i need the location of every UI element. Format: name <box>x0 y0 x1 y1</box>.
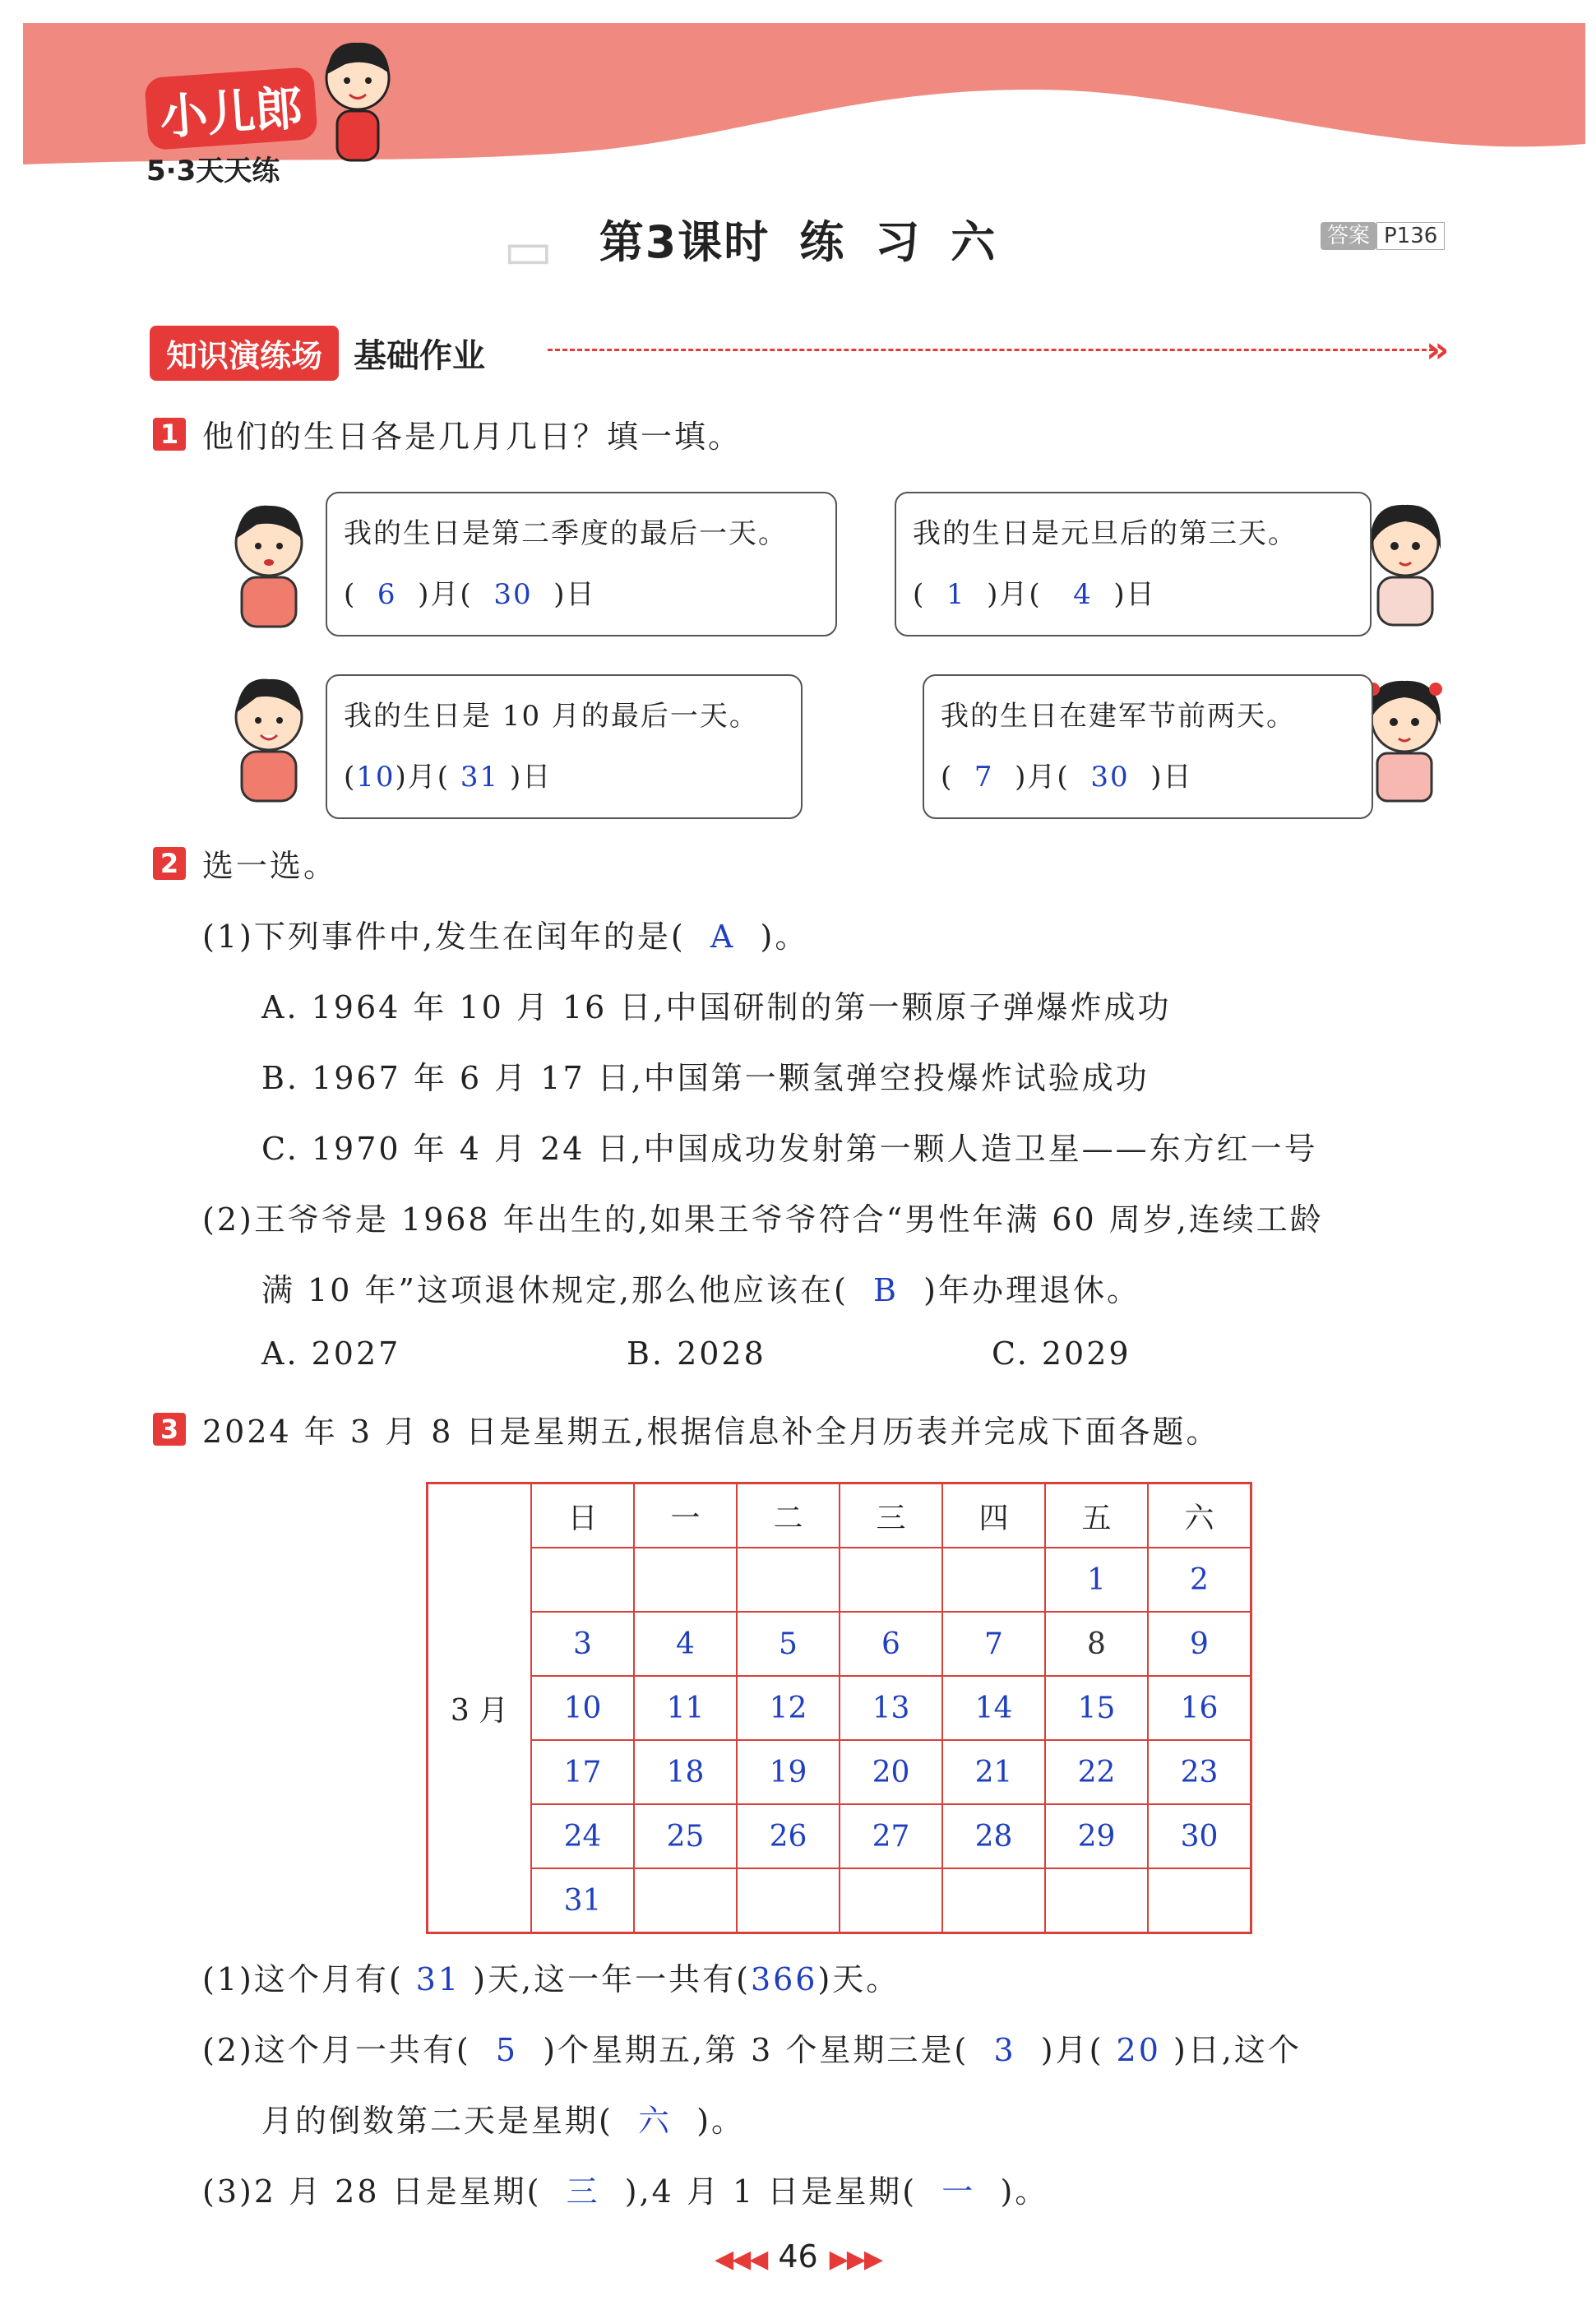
calendar-day: 7 <box>942 1612 1045 1676</box>
page-footer <box>0 2238 1596 2275</box>
weekday-mon: 一 <box>634 1483 737 1548</box>
bubble-text: 我的生日是元旦后的第三天。 <box>913 517 1298 550</box>
q3-part2-c: )月( <box>1040 2032 1104 2068</box>
calendar-week <box>428 1804 1251 1868</box>
bubble-text: 我的生日在建军节前两天。 <box>941 700 1296 733</box>
calendar-day: 23 <box>1148 1740 1251 1804</box>
calendar-day <box>531 1548 634 1612</box>
q2-part1-answer: A <box>710 919 736 955</box>
answer-month: 6 <box>377 578 397 611</box>
q3-part3-answer1: 三 <box>566 2173 600 2210</box>
calendar-day <box>942 1868 1045 1933</box>
bubble-text: 我的生日是第二季度的最后一天。 <box>344 517 788 550</box>
calendar-header-row <box>428 1483 1251 1548</box>
bubble-answer-row: ( 1 )月( 4 )日 <box>913 578 1156 611</box>
bubble-answer-row: ( 7 )月( 30 )日 <box>941 761 1193 794</box>
day-label: 日 <box>1163 761 1193 794</box>
calendar-week <box>428 1868 1251 1933</box>
q3-part1-c: )天。 <box>817 1961 900 1997</box>
question-number-2: 2 <box>153 847 186 880</box>
q3-part1-a: (1)这个月有( <box>202 1961 404 1997</box>
weekday-thu: 四 <box>942 1483 1045 1548</box>
calendar-day: 12 <box>737 1676 840 1740</box>
q3-part2-answer4: 六 <box>638 2103 673 2139</box>
q3-part3 <box>202 2166 1048 2211</box>
calendar-day: 25 <box>634 1804 737 1868</box>
answer-day: 30 <box>1090 761 1130 794</box>
answer-month: 1 <box>946 578 966 611</box>
brand-subtitle: 5·3天天练 <box>146 155 280 187</box>
calendar-day <box>840 1868 942 1933</box>
q3-part1-answer1: 31 <box>415 1961 461 1997</box>
calendar-day <box>1045 1868 1148 1933</box>
answer-page: P136 <box>1376 222 1445 250</box>
q3-part1-answer2: 366 <box>750 1961 818 1997</box>
weekday-fri: 五 <box>1045 1483 1148 1548</box>
calendar-day: 19 <box>737 1740 840 1804</box>
q2-option-c: C. 1970 年 4 月 24 日,中国成功发射第一颗人造卫星——东方红一号 <box>261 1131 1318 1167</box>
q2-choice-c: C. 2029 <box>992 1335 1131 1372</box>
calendar-day <box>737 1548 840 1612</box>
calendar-day: 20 <box>840 1740 942 1804</box>
brand-logo <box>146 72 316 188</box>
calendar-week <box>428 1676 1251 1740</box>
answer-day: 31 <box>460 761 500 794</box>
q2-part2-text: 满 10 年”这项退休规定,那么他应该在( <box>261 1272 849 1308</box>
section-divider <box>548 349 1434 351</box>
weekday-sun: 日 <box>531 1483 634 1548</box>
lesson-word-2: 习 <box>875 216 922 268</box>
q3-part2-answer2: 3 <box>993 2032 1016 2068</box>
answer-month: 7 <box>974 761 994 794</box>
section-subtitle: 基础作业 <box>354 336 486 375</box>
weekday-sat: 六 <box>1148 1483 1251 1548</box>
answer-day: 4 <box>1073 578 1093 611</box>
calendar-day: 21 <box>942 1740 1045 1804</box>
q2-part1 <box>202 911 808 956</box>
q2-part2-line1: (2)王爷爷是 1968 年出生的,如果王爷爷符合“男性年满 60 周岁,连续工龄 <box>202 1201 1324 1238</box>
calendar-day: 1 <box>1045 1548 1148 1612</box>
month-label: 月 <box>407 761 437 794</box>
calendar-day: 31 <box>531 1868 634 1933</box>
mascot-icon <box>321 33 395 173</box>
speech-bubble <box>923 674 1373 819</box>
calendar-day: 22 <box>1045 1740 1148 1804</box>
bubble-answer-row: (10)月( 31 )日 <box>344 761 553 794</box>
calendar-day <box>634 1868 737 1933</box>
q3-part2-b: )个星期五,第 3 个星期三是( <box>543 2032 969 2068</box>
q3-part3-answer2: 一 <box>941 2173 976 2210</box>
calendar-day: 5 <box>737 1612 840 1676</box>
q3-part1-b: )天,这一年一共有( <box>473 1961 751 1997</box>
calendar-day: 10 <box>531 1676 634 1740</box>
q3-part3-c: )。 <box>1000 2173 1049 2210</box>
day-label: 日 <box>1126 578 1156 611</box>
calendar-day <box>840 1548 942 1612</box>
calendar-month-label: 3 月 <box>428 1483 532 1933</box>
girl-avatar-icon <box>1358 492 1453 632</box>
watermark-mark: ▭ <box>503 220 553 281</box>
q2-part2-close: )年办理退休。 <box>923 1272 1140 1308</box>
q3-part2-e: 月的倒数第二天是星期( <box>261 2103 613 2139</box>
calendar-day: 30 <box>1148 1804 1251 1868</box>
q3-part2-line1 <box>202 2025 1302 2070</box>
speech-bubble <box>895 492 1372 636</box>
calendar-day: 4 <box>634 1612 737 1676</box>
q3-part3-a: (3)2 月 28 日是星期( <box>202 2173 542 2210</box>
lesson-number: 第3课时 <box>599 216 770 268</box>
calendar-day: 27 <box>840 1804 942 1868</box>
q2-part1-text: (1)下列事件中,发生在闰年的是( <box>202 919 686 955</box>
bubble-answer-row: ( 6 )月( 30 )日 <box>344 578 596 611</box>
calendar-day: 9 <box>1148 1612 1251 1676</box>
brand-name: 小儿郎 <box>144 67 318 150</box>
q3-part1 <box>202 1954 900 1999</box>
q3-part2-answer1: 5 <box>495 2032 519 2068</box>
boy-avatar-icon <box>224 493 314 633</box>
calendar-day: 13 <box>840 1676 942 1740</box>
q2-option-b: B. 1967 年 6 月 17 日,中国第一颗氢弹空投爆炸试验成功 <box>261 1060 1150 1096</box>
q3-prompt: 2024 年 3 月 8 日是星期五,根据信息补全月历表并完成下面各题。 <box>202 1414 1220 1450</box>
calendar-day: 28 <box>942 1804 1045 1868</box>
calendar-day: 11 <box>634 1676 737 1740</box>
calendar-day: 24 <box>531 1804 634 1868</box>
q2-choice-b: B. 2028 <box>627 1335 766 1372</box>
day-label: 日 <box>566 578 596 611</box>
calendar-day: 15 <box>1045 1676 1148 1740</box>
weekday-tue: 二 <box>737 1483 840 1548</box>
question-number-3: 3 <box>153 1413 186 1446</box>
page-number: 46 <box>778 2238 818 2275</box>
calendar-day: 2 <box>1148 1548 1251 1612</box>
month-label: 月 <box>430 578 460 611</box>
triangle-right-icon: ▶▶▶ <box>829 2245 881 2274</box>
boy-avatar-icon <box>224 668 314 808</box>
q2-prompt: 选一选。 <box>202 848 338 884</box>
q2-part1-close: )。 <box>760 919 809 955</box>
lesson-word-1: 练 <box>799 216 846 268</box>
question-number-1: 1 <box>153 418 186 451</box>
calendar-week <box>428 1548 1251 1612</box>
month-label: 月 <box>999 578 1029 611</box>
calendar-table <box>426 1482 1252 1934</box>
calendar-day <box>634 1548 737 1612</box>
triangle-left-icon: ◀◀◀ <box>715 2245 767 2274</box>
answer-month: 10 <box>356 761 396 794</box>
q2-part2-line2 <box>261 1265 1140 1310</box>
q3-part2-d: )日,这个 <box>1173 2032 1302 2068</box>
q3-part2-line2 <box>261 2095 745 2141</box>
speech-bubble <box>326 674 803 819</box>
calendar-day: 6 <box>840 1612 942 1676</box>
month-label: 月 <box>1027 761 1057 794</box>
q3-part2-a: (2)这个月一共有( <box>202 2032 471 2068</box>
q2-part2-answer: B <box>873 1272 899 1308</box>
calendar-day: 16 <box>1148 1676 1251 1740</box>
calendar-day <box>1148 1868 1251 1933</box>
speech-bubble <box>326 492 837 636</box>
lesson-word-3: 六 <box>951 216 997 268</box>
answer-tag: 答案 <box>1321 222 1376 250</box>
double-chevron-icon: » <box>1426 329 1450 371</box>
calendar-day: 14 <box>942 1676 1045 1740</box>
q3-part3-b: ),4 月 1 日是星期( <box>624 2173 918 2210</box>
section-header <box>150 326 485 380</box>
calendar-day <box>737 1868 840 1933</box>
bubble-text: 我的生日是 10 月的最后一天。 <box>344 700 759 733</box>
q1-prompt: 他们的生日各是几月几日？填一填。 <box>202 419 742 455</box>
calendar-day: 18 <box>634 1740 737 1804</box>
q2-option-a: A. 1964 年 10 月 16 日,中国研制的第一颗原子弹爆炸成功 <box>261 989 1172 1025</box>
calendar-day: 3 <box>531 1612 634 1676</box>
day-label: 日 <box>522 761 553 794</box>
section-tag: 知识演练场 <box>150 326 339 381</box>
calendar-week <box>428 1612 1251 1676</box>
q2-choice-a: A. 2027 <box>261 1335 401 1372</box>
q3-part2-answer3: 20 <box>1116 2032 1161 2068</box>
calendar-day: 17 <box>531 1740 634 1804</box>
calendar-week <box>428 1740 1251 1804</box>
calendar-day-given: 8 <box>1045 1612 1148 1676</box>
answer-reference <box>1321 219 1445 249</box>
weekday-wed: 三 <box>840 1483 942 1548</box>
answer-day: 30 <box>493 578 533 611</box>
calendar-day <box>942 1548 1045 1612</box>
q3-part2-f: )。 <box>696 2103 746 2139</box>
calendar-day: 29 <box>1045 1804 1148 1868</box>
calendar-day: 26 <box>737 1804 840 1868</box>
